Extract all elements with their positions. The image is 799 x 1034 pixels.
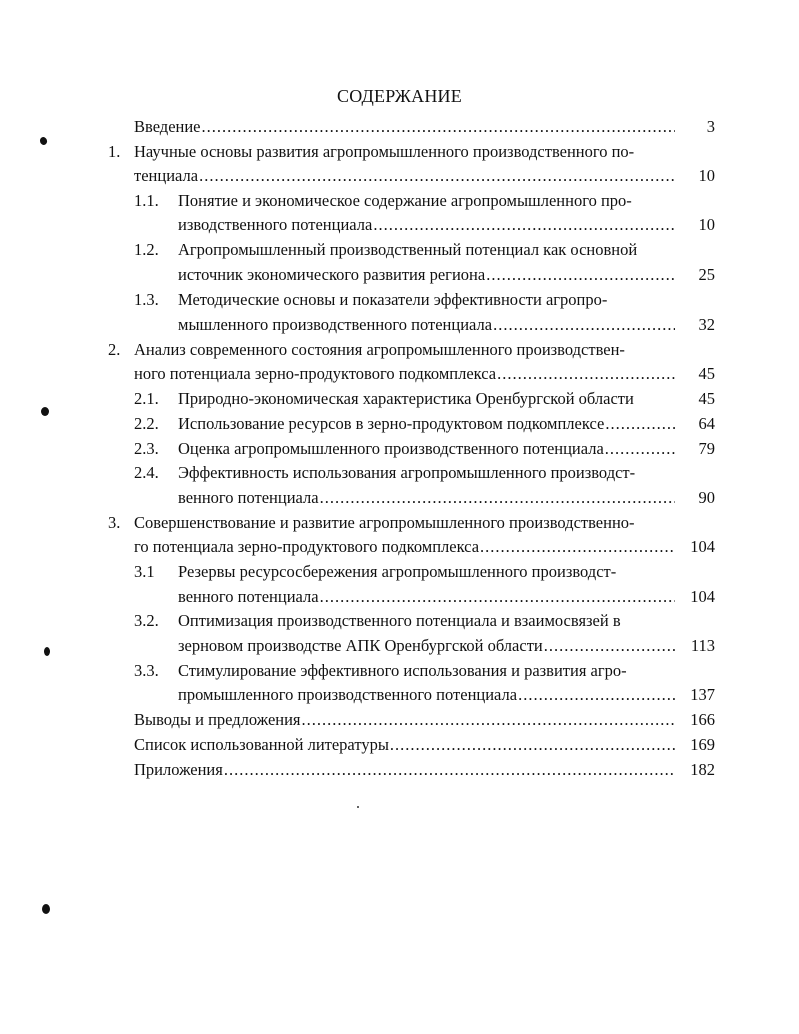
toc-title: Введение: [134, 117, 201, 136]
dot-leader: [518, 682, 675, 707]
toc-page-number: 45: [698, 389, 715, 408]
toc-title: Приложения: [134, 760, 223, 779]
toc-number: 2.4.: [134, 463, 159, 482]
toc-page-number: 137: [690, 685, 715, 704]
toc-number: 3.1: [134, 562, 155, 581]
scan-speck: [357, 806, 359, 808]
toc-page-number: 32: [698, 315, 715, 334]
dot-leader: [486, 262, 675, 287]
toc-title-continued: изводственного потенциала: [178, 215, 373, 234]
toc-page-number: 90: [698, 488, 715, 507]
dot-leader: [493, 312, 675, 337]
toc-title-continued: венного потенциала: [178, 488, 319, 507]
dot-leader: [320, 485, 675, 510]
toc-title-continued: промышленного производственного потенциала: [178, 685, 518, 704]
toc-line: [178, 212, 675, 237]
scan-mark: [44, 647, 50, 656]
toc-title: Анализ современного состояния агропромышленного производствен-: [134, 340, 625, 359]
toc-number: 3.: [108, 513, 121, 532]
toc-line: [178, 312, 675, 337]
toc-page-number: 3: [706, 117, 715, 136]
toc-number: 3.2.: [134, 611, 159, 630]
dot-leader: [390, 732, 675, 757]
toc-number: 1.2.: [134, 240, 159, 259]
toc-page-number: 169: [690, 735, 715, 754]
toc-line: [178, 682, 675, 707]
toc-line: [134, 757, 675, 782]
toc-title: Список использованной литературы: [134, 735, 389, 754]
toc-line: [178, 485, 675, 510]
toc-page-number: 79: [698, 439, 715, 458]
toc-title: Резервы ресурсосбережения агропромышленного производст-: [178, 562, 617, 581]
toc-title: Оптимизация производственного потенциала и взаимосвязей в: [178, 611, 621, 630]
dot-leader: [605, 411, 675, 436]
toc-page-number: 64: [698, 414, 715, 433]
dot-leader: [605, 436, 675, 461]
scan-mark: [42, 904, 50, 914]
toc-number: 1.: [108, 142, 121, 161]
toc-line: [134, 163, 675, 188]
toc-title: Методические основы и показатели эффективности агропро-: [178, 290, 608, 309]
toc-title: Стимулирование эффективного использования и развития агро-: [178, 661, 627, 680]
scan-mark: [39, 136, 48, 146]
scan-mark: [41, 407, 49, 416]
toc-page-number: 45: [698, 364, 715, 383]
dot-leader: [497, 361, 675, 386]
toc-line: [178, 436, 675, 461]
toc-number: 2.1.: [134, 389, 159, 408]
toc-title-continued: тенциала: [134, 166, 199, 185]
toc-line: [134, 361, 675, 386]
toc-page-number: 166: [690, 710, 715, 729]
dot-leader: [373, 212, 675, 237]
toc-title-continued: венного потенциала: [178, 587, 319, 606]
toc-title: Использование ресурсов в зерно-продуктовом подкомплексе: [178, 414, 605, 433]
toc-title-continued: ного потенциала зерно-продуктового подкомплекса: [134, 364, 497, 383]
toc-number: 2.: [108, 340, 121, 359]
dot-leader: [202, 114, 675, 139]
toc-page-number: 25: [698, 265, 715, 284]
toc-number: 2.2.: [134, 414, 159, 433]
toc-line: [178, 262, 675, 287]
toc-page-number: 104: [690, 587, 715, 606]
toc-line: [134, 707, 675, 732]
toc-line: [134, 732, 675, 757]
dot-leader: [302, 707, 675, 732]
toc-title: Совершенствование и развитие агропромышленного производственно-: [134, 513, 635, 532]
toc-page-number: 10: [698, 166, 715, 185]
dot-leader: [224, 757, 675, 782]
toc-title-continued: мышленного производственного потенциала: [178, 315, 493, 334]
toc-title-continued: источник экономического развития региона: [178, 265, 486, 284]
toc-number: 3.3.: [134, 661, 159, 680]
toc-page-number: 182: [690, 760, 715, 779]
toc-title: Научные основы развития агропромышленного производственного по-: [134, 142, 635, 161]
toc-page-number: 113: [690, 636, 715, 655]
toc-title: Агропромышленный производственный потенциал как основной: [178, 240, 638, 259]
toc-page-number: 10: [698, 215, 715, 234]
dot-leader: [320, 584, 675, 609]
toc-title: Выводы и предложения: [134, 710, 301, 729]
toc-title: Понятие и экономическое содержание агропромышленного про-: [178, 191, 632, 210]
toc-title-continued: зерновом производстве АПК Оренбургской области: [178, 636, 543, 655]
toc-title: Природно-экономическая характеристика Оренбургской области: [178, 389, 634, 408]
page-title: СОДЕРЖАНИЕ: [337, 86, 462, 106]
toc-title-continued: го потенциала зерно-продуктового подкомплекса: [134, 537, 480, 556]
toc-line: [134, 114, 675, 139]
dot-leader: [544, 633, 675, 658]
toc-line: [178, 633, 675, 658]
toc-number: 1.3.: [134, 290, 159, 309]
toc-number: 2.3.: [134, 439, 159, 458]
toc-title: Эффективность использования агропромышленного производст-: [178, 463, 636, 482]
toc-title: Оценка агропромышленного производственного потенциала: [178, 439, 604, 458]
toc-line: [178, 411, 675, 436]
dot-leader: [480, 534, 675, 559]
dot-leader: [199, 163, 675, 188]
toc-line: [178, 584, 675, 609]
toc-number: 1.1.: [134, 191, 159, 210]
toc-page-number: 104: [690, 537, 715, 556]
toc-line: [134, 534, 675, 559]
